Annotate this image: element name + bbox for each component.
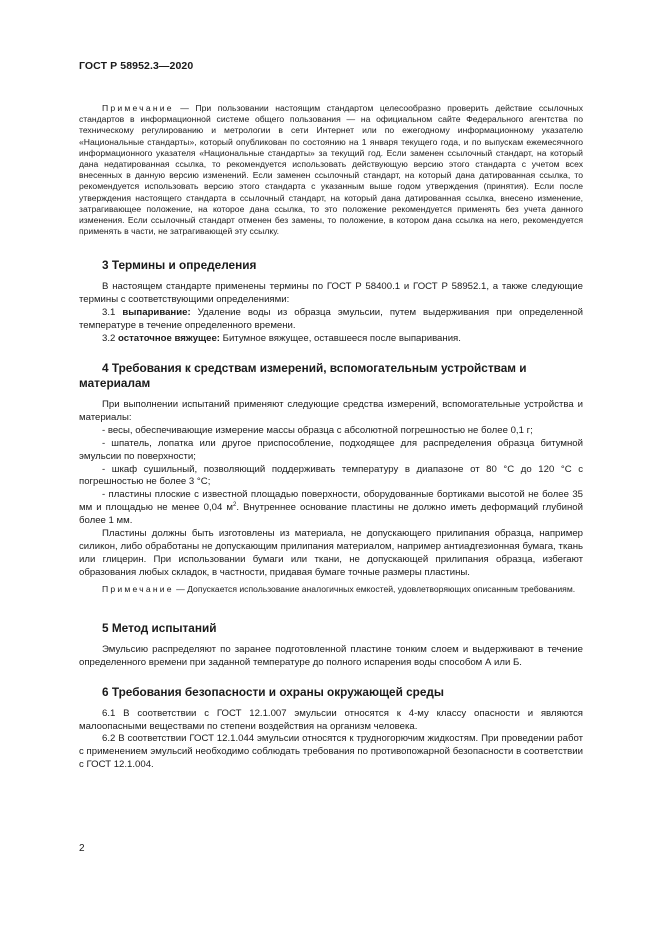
references-note: [79, 103, 583, 237]
note-text: — При пользовании настоящим стандартом целесообразно проверить действие ссылочных стандартов в информационной системе общего пользования — на официальном сайте Федерального агентства по техническому регулированию и метрологии в сети Интернет или по ежегодному информационному указателю «Национальные стандарты», который опубликован по состоянию на 1 января текущего года, и по выпускам ежемесячного информационного указателя «Национальные стандарты» за текущий год. Если заменен ссылочный стандарт, на который дана недатированная ссылка, то рекомендуется использовать действующую версию этого стандарта с учетом всех внесенных в данную версию изменений. Если заменен ссылочный стандарт, на который дана датированная ссылка, то рекомендуется использовать версию этого стандарта с указанным выше годом утверждения (принятия). Если после утверждения настоящего стандарта в ссылочный стандарт, на который дана датированная ссылка, внесено изменение, затрагивающее положение, на которое дана ссылка, то это положение рекомендуется применять без учета данного изменения. Если ссылочный стандарт отменен без замены, то положение, в котором дана ссылка на него, рекомендуется применять в части, не затрагивающей эту ссылку.: [79, 103, 583, 237]
section-5-text: Эмульсию распределяют по заранее подготовленной пластине тонким слоем и выдерживают в течение определенного времени при заданной температуре до полного испарения воды способом А или Б.: [79, 643, 583, 668]
plate-spec-start: - пластины плоские с известной площадью поверхности, оборудованные бортиками высотой не более 35 мм и площадью не менее 0,04 м: [79, 489, 583, 514]
section-4-note: [79, 584, 583, 595]
list-item: - весы, обеспечивающие измерение массы образца с абсолютной погрешностью не более 0,1 г;: [102, 424, 533, 436]
section-6-heading: 6 Требования безопасности и охраны окружающей среды: [102, 684, 444, 699]
note-label: Примечание: [102, 103, 174, 113]
term-3-1: [79, 307, 583, 333]
term-name: выпаривание:: [122, 307, 191, 319]
term-name: остаточное вяжущее:: [118, 333, 221, 345]
list-item: [79, 489, 583, 528]
section-6-1: 6.1 В соответствии с ГОСТ 12.1.007 эмульсии относятся к 4-му классу опасности и являются малоопасными веществами по степени воздействия на организм человека.: [79, 707, 583, 732]
plates-paragraph: Пластины должны быть изготовлены из материала, не допускающего прилипания образца, например силикон, либо обработаны не допускающим прилипания материалом, например антиадгезионная бумага, ткань или глицерин. При использовании бумаги или ткани, не допускающей прилипания образца, избегают образования любых складок, в частности, придавая бумаге точные размеры пластины.: [79, 528, 583, 578]
section-6-2: 6.2 В соответствии ГОСТ 12.1.044 эмульсии относятся к трудногорючим жидкостям. При проведении работ с применением эмульсий необходимо соблюдать требования по противопожарной безопасности в соответствии с ГОСТ 12.1.004.: [79, 733, 583, 771]
section-5-heading: 5 Метод испытаний: [102, 620, 217, 635]
term-number: 3.2: [102, 333, 119, 345]
term-number: 3.1: [102, 307, 123, 319]
section-4-heading: 4 Требования к средствам измерений, вспомогательным устройствам и материалам: [79, 360, 527, 390]
list-item: - шкаф сушильный, позволяющий поддерживать температуру в диапазоне от 80 °С до 120 °С с погрешностью не более 3 °С;: [79, 463, 583, 488]
document-body: [79, 103, 583, 772]
page-number: 2: [79, 843, 85, 854]
term-3-2: [79, 333, 583, 346]
area-unit-exponent: 2: [233, 502, 237, 509]
plate-spec-end: . Внутреннее основание пластины не должно иметь деформаций глубиной более 1 мм.: [79, 502, 583, 527]
list-item: - шпатель, лопатка или другое приспособление, подходящее для распределения образца битумной эмульсии по поверхности;: [79, 437, 583, 462]
section-3-intro: В настоящем стандарте применены термины по ГОСТ Р 58400.1 и ГОСТ Р 58952.1, а также следующие термины с соответствующими определениями:: [79, 281, 583, 306]
note-text: — Допускается использование аналогичных емкостей, удовлетворяющих описанным требованиям.: [173, 583, 576, 594]
document-header: ГОСТ Р 58952.3—2020: [79, 60, 194, 72]
term-definition: Удаление воды из образца эмульсии, путем выдерживания при определенной температуре в течение определенного времени.: [79, 307, 583, 332]
term-definition: Битумное вяжущее, оставшееся после выпаривания.: [220, 333, 461, 345]
section-4-intro: При выполнении испытаний применяют следующие средства измерений, вспомогательные устройства и материалы:: [79, 398, 583, 423]
section-3-heading: 3 Термины и определения: [102, 258, 257, 273]
note-label: Примечание: [102, 583, 174, 594]
